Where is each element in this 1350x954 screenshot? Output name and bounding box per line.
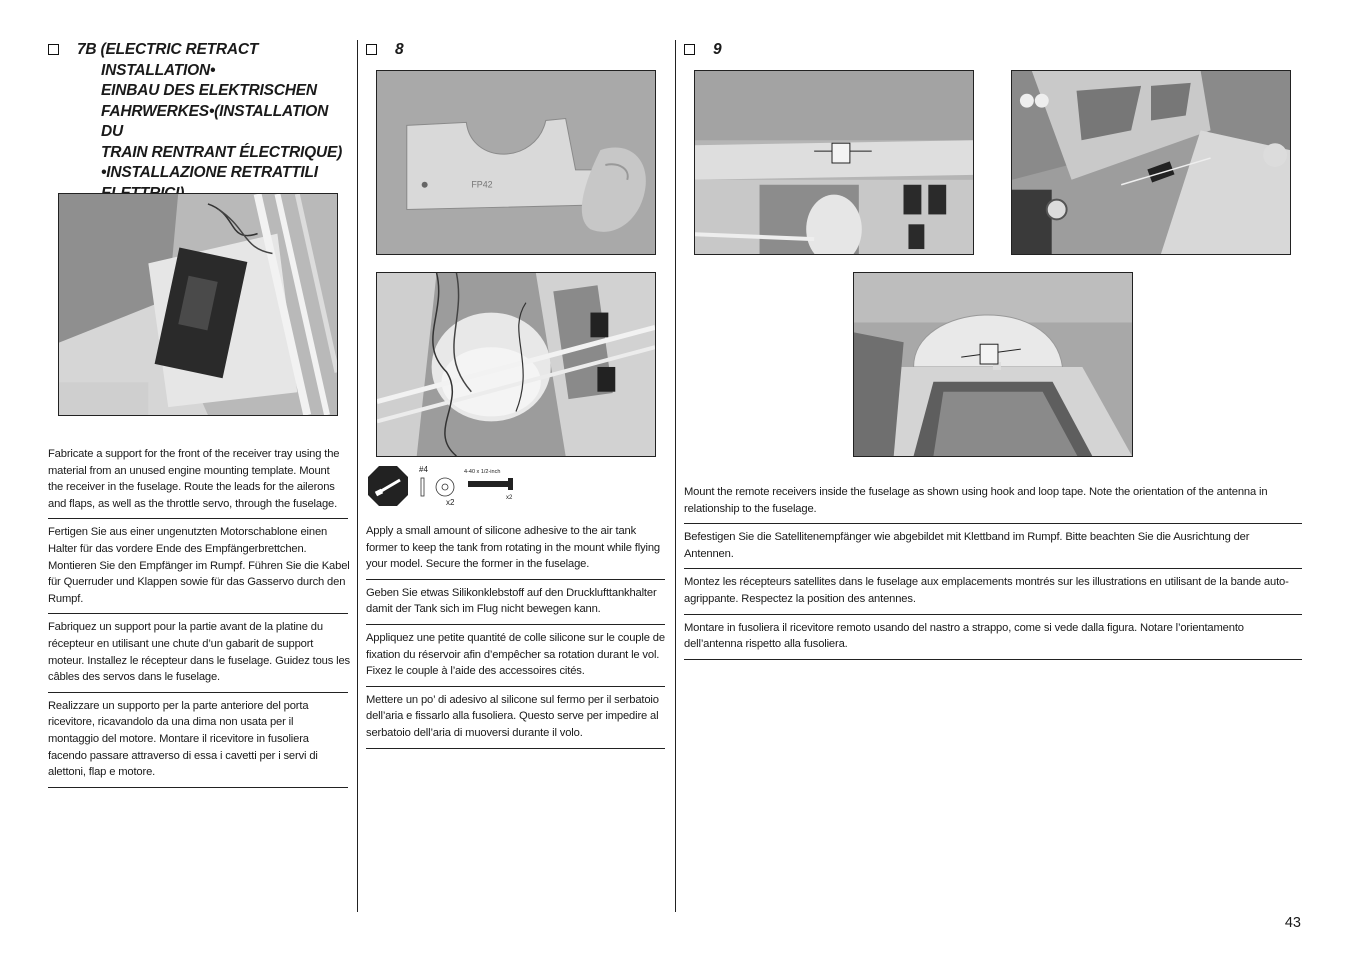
step-7b-title-line: FAHRWERKES•(INSTALLATION DU bbox=[101, 102, 329, 140]
text-line: Appliquez une petite quantité de colle silicone sur le couple de bbox=[366, 631, 665, 644]
text-line: Realizzare un supporto per la parte anteriore del porta bbox=[48, 699, 309, 712]
receiver-tray-photo bbox=[58, 193, 338, 416]
text-line: Fixez le couple à l’aide des accessoires cités. bbox=[366, 665, 585, 678]
washer-label: #4 bbox=[419, 465, 428, 474]
hardware-callout bbox=[366, 464, 526, 508]
text-line: câbles des servos dans le fuselage. bbox=[48, 671, 220, 684]
step-8-heading bbox=[366, 40, 665, 61]
step-8-text bbox=[366, 518, 665, 749]
step-7b-text bbox=[48, 441, 348, 788]
step-7b-title-line: TRAIN RENTRANT ÉLECTRIQUE) bbox=[101, 143, 343, 161]
text-line: the receiver in the fuselage. Route the leads for the ailerons bbox=[48, 481, 335, 494]
text-line: fixation du réservoir afin d’empêcher sa rotation durant le vol. bbox=[366, 648, 660, 661]
text-line: Befestigen Sie die Satellitenempfänger wie abgebildet mit Klettband im Rumpf. Bitte beachten Sie die Ausrichtung der bbox=[684, 531, 1250, 544]
tank-in-fuselage-photo bbox=[376, 272, 656, 457]
text-line: Montez les récepteurs satellites dans le fuselage aux emplacements montrés sur les illustrations en utilisant de la bande auto- bbox=[684, 576, 1289, 589]
text-line: dell’aria e fissarlo alla fusoliera. Questo serve per impedire al bbox=[366, 710, 659, 723]
washer-icon bbox=[436, 478, 454, 496]
washer-quantity: x2 bbox=[446, 498, 455, 507]
text-line: Fabricate a support for the front of the receiver tray using the bbox=[48, 448, 340, 460]
text-line: facendo passare attraverso di essa i cavetti per i servi di bbox=[48, 749, 318, 762]
column-divider-2 bbox=[675, 40, 676, 912]
step-7b-paragraph-fr bbox=[48, 614, 348, 692]
text-line: Apply a small amount of silicone adhesive to the air tank bbox=[366, 525, 637, 537]
step-9-text bbox=[684, 479, 1302, 660]
screwdriver-icon bbox=[368, 466, 408, 506]
text-line: Rumpf. bbox=[48, 592, 84, 605]
text-line: agrippante. Respectez la position des antennes. bbox=[684, 592, 916, 605]
step-8-paragraph-en bbox=[366, 518, 665, 580]
step-7b-title-line: INSTALLATION• bbox=[101, 61, 216, 79]
text-line: relationship to the fuselage. bbox=[684, 502, 817, 515]
step-7b-paragraph-en bbox=[48, 441, 348, 519]
step-7b-title bbox=[77, 40, 348, 204]
tank-former-photo bbox=[376, 70, 656, 255]
step-9-checkbox[interactable] bbox=[684, 44, 695, 55]
step-9-title: 9 bbox=[713, 41, 722, 58]
step-9-paragraph-it bbox=[684, 615, 1302, 660]
text-line: alettoni, flap e motore. bbox=[48, 766, 156, 779]
text-line: montaggio del motore. Montare il ricevitore in fusoliera bbox=[48, 732, 309, 745]
step-9-heading bbox=[684, 40, 1302, 61]
step-7b-title-line: EINBAU DES ELEKTRISCHEN bbox=[101, 82, 317, 99]
text-line: für Querruder und Klappen sowie für das Gasservo durch den bbox=[48, 576, 346, 589]
text-line: Fabriquez un support pour la partie avant de la platine du bbox=[48, 621, 323, 634]
text-line: damit der Tank sich im Flug nicht bewegen kann. bbox=[366, 603, 601, 616]
text-line: Mettere un po’ di adesivo al silicone sul fermo per il serbatoio bbox=[366, 693, 659, 706]
text-line: and flaps, as well as the throttle servo, through the fuselage. bbox=[48, 497, 338, 510]
rear-fuselage-receiver-photo bbox=[853, 272, 1133, 457]
fuselage-top-receiver-photo bbox=[694, 70, 974, 255]
step-7b-heading bbox=[48, 40, 348, 204]
text-line: Montare in fusoliera il ricevitore remoto usando del nastro a strappo, come si vede dalla figura. Notare l’orientamento bbox=[684, 621, 1244, 634]
screw-quantity: x2 bbox=[506, 495, 513, 501]
text-line: Montieren Sie den Empfänger im Rumpf. Führen Sie die Kabel bbox=[48, 559, 350, 572]
step-9-paragraph-de bbox=[684, 524, 1302, 569]
step-7b-title-line: •INSTALLAZIONE RETRATTILI bbox=[101, 164, 318, 181]
text-line: ricevitore, ricavandolo da una dima non usata per il bbox=[48, 716, 294, 729]
text-line: former to keep the tank from rotating in the mount while flying bbox=[366, 541, 661, 554]
text-line: your model. Secure the former in the fuselage. bbox=[366, 558, 590, 571]
step-7b-checkbox[interactable] bbox=[48, 44, 59, 55]
text-line: Antennen. bbox=[684, 547, 734, 560]
step-8-checkbox[interactable] bbox=[366, 44, 377, 55]
step-9-paragraph-en bbox=[684, 479, 1302, 524]
column-divider-1 bbox=[357, 40, 358, 912]
step-8-paragraph-it bbox=[366, 687, 665, 749]
step-8-paragraph-fr bbox=[366, 625, 665, 687]
step-7b-paragraph-de bbox=[48, 519, 348, 614]
text-line: récepteur en utilisant une chute d’un gabarit de support bbox=[48, 637, 314, 650]
step-9-paragraph-fr bbox=[684, 569, 1302, 614]
step-7b-title-line: 7B (ELECTRIC RETRACT bbox=[77, 41, 259, 58]
text-line: material from an unused engine mounting template. Mount bbox=[48, 464, 330, 477]
page-number: 43 bbox=[1284, 915, 1301, 931]
step-8-paragraph-de bbox=[366, 580, 665, 625]
text-line: Mount the remote receivers inside the fuselage as shown using hook and loop tape. Note the orientation of the antenna in bbox=[684, 486, 1268, 498]
text-line: moteur. Installez le récepteur dans le fuselage. Guidez tous les bbox=[48, 654, 350, 667]
satellite-receiver-side-photo bbox=[1011, 70, 1291, 255]
step-8-title: 8 bbox=[395, 41, 404, 58]
text-line: Geben Sie etwas Silikonklebstoff auf den Drucklufttankhalter bbox=[366, 586, 657, 599]
template-label: FP42 bbox=[471, 179, 493, 190]
text-line: dell’antenna rispetto alla fusoliera. bbox=[684, 638, 848, 651]
screw-label: 4-40 x 1/2-inch bbox=[464, 469, 501, 475]
step-9-column bbox=[684, 40, 1302, 651]
step-7b-paragraph-it bbox=[48, 693, 348, 788]
screw-icon bbox=[468, 478, 513, 490]
text-line: Halter für das vordere Ende des Empfängerbrettchen. bbox=[48, 542, 307, 555]
step-8-column bbox=[366, 40, 665, 739]
text-line: serbatoio dell’aria di muoversi durante il volo. bbox=[366, 726, 583, 739]
text-line: Fertigen Sie aus einer ungenutzten Motorschablone einen bbox=[48, 526, 328, 539]
step-7b-column bbox=[48, 40, 350, 779]
